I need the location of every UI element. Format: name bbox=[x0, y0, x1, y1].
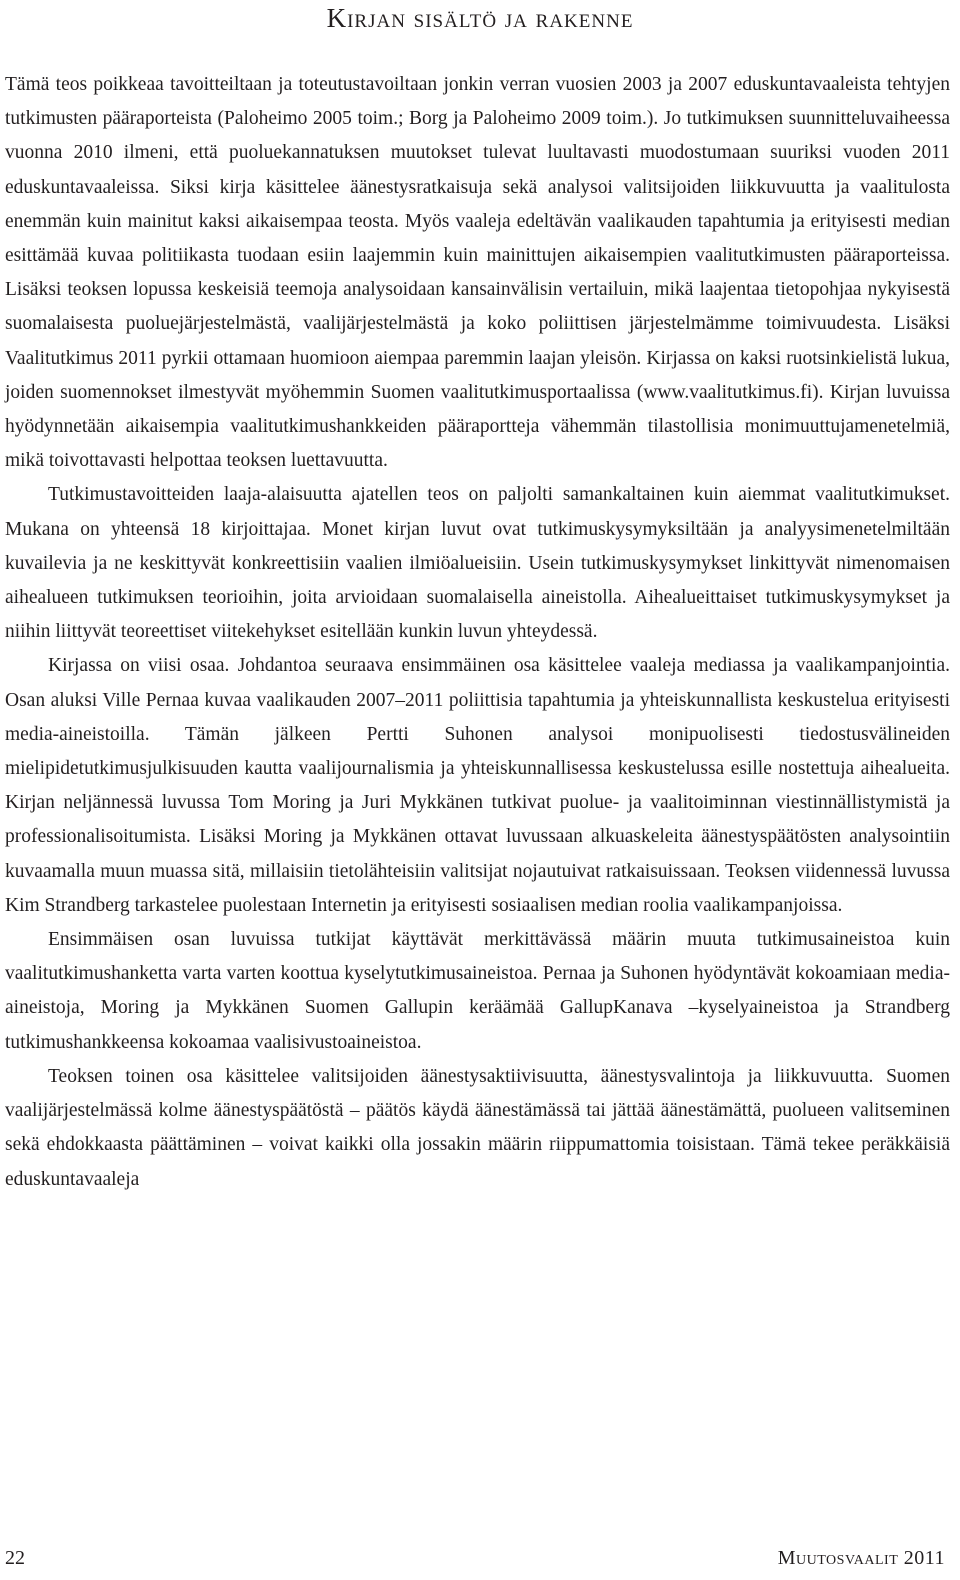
paragraph-4: Ensimmäisen osan luvuissa tutkijat käyttävät merkittävässä määrin muuta tutkimusaineistoa kuin vaalitutkimushanketta varta varten koottua kyselytutkimusaineistoa. Pernaa ja Suhonen hyödyntävät kokoamiaan media-aineistoja, Moring ja Mykkänen Suomen Gallupin keräämää GallupKanava –kyselyaineistoa ja Strandberg tutkimushankkeensa kokoamaa vaalisivustoaineistoa. bbox=[5, 929, 950, 1053]
paragraph-3: Kirjassa on viisi osaa. Johdantoa seuraava ensimmäinen osa käsittelee vaaleja mediassa ja vaalikampanjointia. Osan aluksi Ville Pernaa kuvaa vaalikauden 2007–2011 poliittisia tapahtumia ja yhteiskunnallista keskustelua erityisesti media-aineistoilla. Tämän jälkeen Pertti Suhonen analysoi monipuolisesti tiedostusvälineiden mielipidetutkimusjulkisuuden kautta vaalijournalismia ja yhteiskunnallisessa keskustelussa esille nostettuja aihealueita. Kirjan neljännessä luvussa Tom Moring ja Juri Mykkänen tutkivat puolue- ja vaalitoiminnan viestinnällistymistä ja professionalisoitumista. Lisäksi Moring ja Mykkänen ottavat luvussaan alkuaskeleita äänestyspäätösten analysointiin kuvaamalla muun muassa sitä, millaisiin tietolähteisiin valitsijat nojautuivat ratkaisuissaan. Teoksen viidennessä luvussa Kim Strandberg tarkastelee puolestaan Internetin ja erityisesti sosiaalisen median roolia vaalikampanjoissa. bbox=[5, 655, 950, 916]
paragraph-2: Tutkimustavoitteiden laaja-alaisuutta ajatellen teos on paljolti samankaltainen kuin aiemmat vaalitutkimukset. Mukana on yhteensä 18 kirjoittajaa. Monet kirjan luvut ovat tutkimuskysymyksiltään ja analyysimenetelmiltään kuvailevia ja ne keskittyvät konkreettisiin vaalien ilmiöalueisiin. Usein tutkimuskysymykset linkittyvät nimenomaisen aihealueen tutkimuksen teorioihin, joita arvioidaan suomalaisella aineistolla. Aihealueittaiset tutkimuskysymykset ja niihin liittyvät teoreettiset viitekehykset esitellään kunkin luvun yhteydessä. bbox=[5, 484, 950, 643]
paragraph-5: Teoksen toinen osa käsittelee valitsijoiden äänestysaktiivisuutta, äänestysvalintoja ja liikkuvuutta. Suomen vaalijärjestelmässä kolme äänestyspäätöstä – päätös käydä äänestämässä tai jättää äänestämättä, puolueen valitseminen sekä ehdokkaasta päättäminen – voivat kaikki olla jossakin määrin riippumattomia toisistaan. Tämä tekee peräkkäisiä eduskuntavaaleja bbox=[5, 1065, 950, 1190]
running-title: Muutosvaalit 2011 bbox=[777, 1547, 945, 1569]
paragraph-1: Tämä teos poikkeaa tavoitteiltaan ja toteutustavoiltaan jonkin verran vuosien 2003 ja 2007 eduskuntavaaleista tehtyjen tutkimusten pääraporteista (Paloheimo 2005 toim.; Borg ja Paloheimo 2009 toim.). Jo tutkimuksen suunnitteluvaiheessa vuonna 2010 ilmeni, että puoluekannatuksen muutokset tulevat luultavasti muodostumaan suuriksi vuoden 2011 eduskuntavaaleissa. Siksi kirja käsittelee äänestysratkaisuja sekä analysoi valitsijoiden liikkuvuutta ja vaalitulosta enemmän kuin mainitut kaksi aikaisempaa teosta. Myös vaaleja edeltävän vaalikauden tapahtumia ja erityisesti median esittämää kuvaa politiikasta tuodaan esiin laajemmin kuin mainittujen aikaisempien vaalitutkimusten pääraporteissa. Lisäksi teoksen lopussa keskeisiä teemoja analysoidaan kansainvälisin vertailuin, mikä laajentaa tietopohjaa nykyisestä suomalaisesta puoluejärjestelmästä, vaalijärjestelmästä ja koko poliittisen järjestelmämme toimivuudesta. Lisäksi Vaalitutkimus 2011 pyrkii ottamaan huomioon aiempaa paremmin laajan yleisön. Kirjassa on kaksi ruotsinkielistä lukua, joiden suomennokset ilmestyvät myöhemmin Suomen vaalitutkimusportaalissa (www.vaalitutkimus.fi). Kirjan luvuissa hyödynnetään aikaisempia vaalitutkimushankkeiden pääraportteja vähemmän tilastollisia monimuuttujamenetelmiä, mikä toivottavasti helpottaa teoksen luettavuutta. bbox=[5, 74, 950, 472]
page-number: 22 bbox=[5, 1547, 25, 1569]
body-text bbox=[5, 68, 950, 1197]
section-heading: Kirjan sisältö ja rakenne bbox=[326, 3, 634, 33]
